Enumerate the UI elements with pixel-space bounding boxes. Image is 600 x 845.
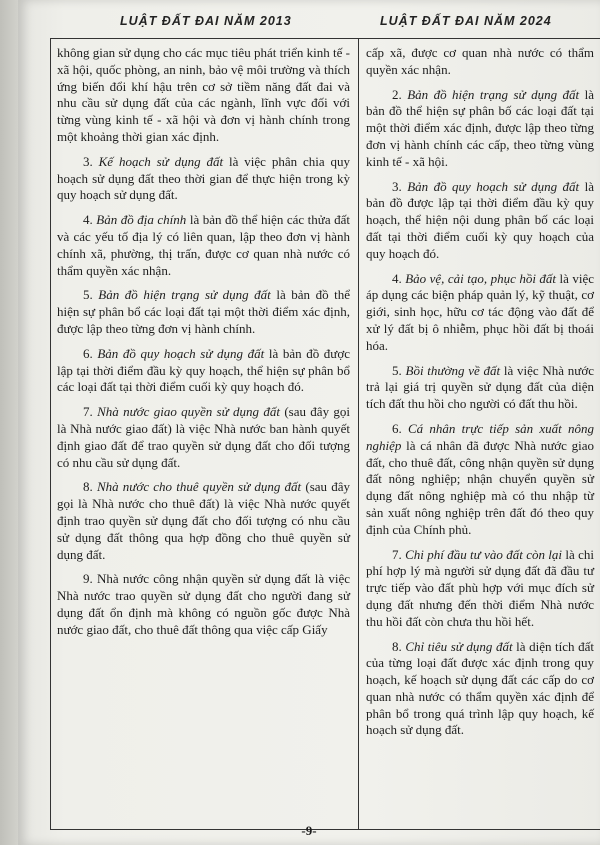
adjacent-page-edge (0, 0, 20, 845)
page-number: -9- (301, 823, 317, 838)
term: Kế hoạch sử dụng đất (98, 153, 224, 169)
term: Bồi thường về đất (405, 362, 501, 378)
right-column-title: LUẬT ĐẤT ĐAI NĂM 2024 (380, 14, 552, 28)
term: Bảo vệ, cải tạo, phục hồi đất (405, 270, 557, 286)
clause-4: 4. Bảo vệ, cải tạo, phục hồi đất là việc áp dụng các biện pháp quản lý, kỹ thuật, cơ giới, sinh học, hữu cơ tác động vào đất để xử lý đất bị ô nhiễm, phục hồi đất bị thoái hóa. (366, 270, 595, 353)
column-2013 (57, 45, 350, 647)
clause-7: 7. Chi phí đầu tư vào đất còn lại là chi phí hợp lý mà người sử dụng đất đã đầu tư trực tiếp vào đất phù hợp với mục đích sử dụng đất nhưng đến thời điểm Nhà nước thu hồi đất còn chưa thu hồi hết. (366, 546, 595, 629)
clause-6: 6. Cá nhân trực tiếp sản xuất nông nghiệp là cá nhân đã được Nhà nước giao đất, cho thuê đất, công nhận quyền sử dụng đất nông nghiệp; nhận chuyển quyền sử dụng đất nông nghiệp mà có thu nhập từ sản xuất nông nghiệp trên đất đó theo quy định của Chính phủ. (366, 420, 595, 537)
clause-5: 5. Bồi thường về đất là việc Nhà nước trả lại giá trị quyền sử dụng đất của diện tích đất thu hồi cho người có đất thu hồi. (366, 362, 594, 412)
clause-8: 8. Chỉ tiêu sử dụng đất là diện tích đất của từng loại đất được xác định trong quy hoạch, kế hoạch sử dụng đất các cấp do cơ quan nhà nước có thẩm quyền xác định để phân bổ trong quá trình lập quy hoạch, kế hoạch sử dụng đất. (366, 638, 594, 738)
clause-8: 8. Nhà nước cho thuê quyền sử dụng đất (sau đây gọi là Nhà nước cho thuê đất) là việc Nhà nước quyết định trao quyền sử dụng đất cho đối tượng có nhu cầu sử dụng đất thông qua hợp đồng cho thuê quyền sử dụng đất. (57, 479, 350, 562)
term: Cá nhân trực tiếp sản xuất nông nghiệp (366, 420, 595, 453)
comparison-table (50, 38, 600, 830)
paragraph-continuation: không gian sử dụng cho các mục tiêu phát triển kinh tế - xã hội, quốc phòng, an ninh, bảo vệ môi trường và thích ứng biến đổi khí hậu trên cơ sở tiềm năng đất đai và nhu cầu sử dụng đất của các ngành, lĩnh vực đối với từng vùng kinh tế - xã hội và đơn vị hành chính trong một khoảng thời gian xác định. (57, 45, 350, 144)
left-column-title: LUẬT ĐẤT ĐAI NĂM 2013 (120, 14, 292, 28)
clause-6: 6. Bản đồ quy hoạch sử dụng đất là bản đồ được lập tại thời điểm đầu kỳ quy hoạch, thể hiện sự phân bổ các loại đất tại thời điểm cuối kỳ quy hoạch đó. (57, 345, 351, 395)
clause-9: 9. Nhà nước công nhận quyền sử dụng đất là việc Nhà nước trao quyền sử dụng đất cho người đang sử dụng đất ổn định mà không có nguồn gốc được Nhà nước giao đất, cho thuê đất thông qua việc cấp Giấy (57, 571, 350, 637)
column-divider (358, 39, 359, 829)
term: Nhà nước giao quyền sử dụng đất (97, 404, 280, 420)
clause-3: 3. Kế hoạch sử dụng đất là việc phân chia quy hoạch sử dụng đất theo thời gian để thực hiện trong kỳ quy hoạch sử dụng đất. (57, 153, 351, 203)
clause-3: 3. Bản đồ quy hoạch sử dụng đất là bản đồ được lập tại thời điểm đầu kỳ quy hoạch, thể hiện nội dung phân bố các loại đất tại thời điểm cuối kỳ quy hoạch của quy hoạch đó. (366, 178, 594, 261)
term: Bản đồ hiện trạng sử dụng đất (407, 86, 580, 102)
book-page (18, 0, 600, 845)
page-header (50, 14, 588, 36)
term: Bản đồ quy hoạch sử dụng đất (97, 345, 265, 361)
term: Chỉ tiêu sử dụng đất (405, 638, 513, 654)
clause-7: 7. Nhà nước giao quyền sử dụng đất (sau đây gọi là Nhà nước giao đất) là việc Nhà nước ban hành quyết định giao đất để trao quyền sử dụng đất cho đối tượng có nhu cầu sử dụng đất. (57, 404, 351, 470)
term: Bản đồ quy hoạch sử dụng đất (407, 178, 580, 194)
term: Nhà nước cho thuê quyền sử dụng đất (96, 479, 302, 495)
clause-5: 5. Bản đồ hiện trạng sử dụng đất là bản đồ thể hiện sự phân bổ các loại đất tại một thời điểm xác định, được lập theo từng đơn vị hành chính. (57, 287, 350, 336)
term: Chi phí đầu tư vào đất còn lại (405, 546, 563, 562)
term: Bản đồ địa chính (96, 212, 187, 228)
column-2024 (366, 45, 594, 747)
clause-4: 4. Bản đồ địa chính là bản đồ thể hiện các thửa đất và các yếu tố địa lý có liên quan, lập theo đơn vị hành chính xã, phường, thị trấn, được cơ quan nhà nước có thẩm quyền xác nhận. (57, 212, 351, 278)
term: Bản đồ hiện trạng sử dụng đất (98, 287, 271, 303)
clause-2: 2. Bản đồ hiện trạng sử dụng đất là bản đồ thể hiện sự phân bố các loại đất tại một thời điểm xác định, được lập theo từng đơn vị hành chính các cấp, theo từng vùng kinh tế - xã hội. (366, 86, 594, 169)
paragraph-continuation: cấp xã, được cơ quan nhà nước có thẩm quyền xác nhận. (366, 45, 594, 77)
